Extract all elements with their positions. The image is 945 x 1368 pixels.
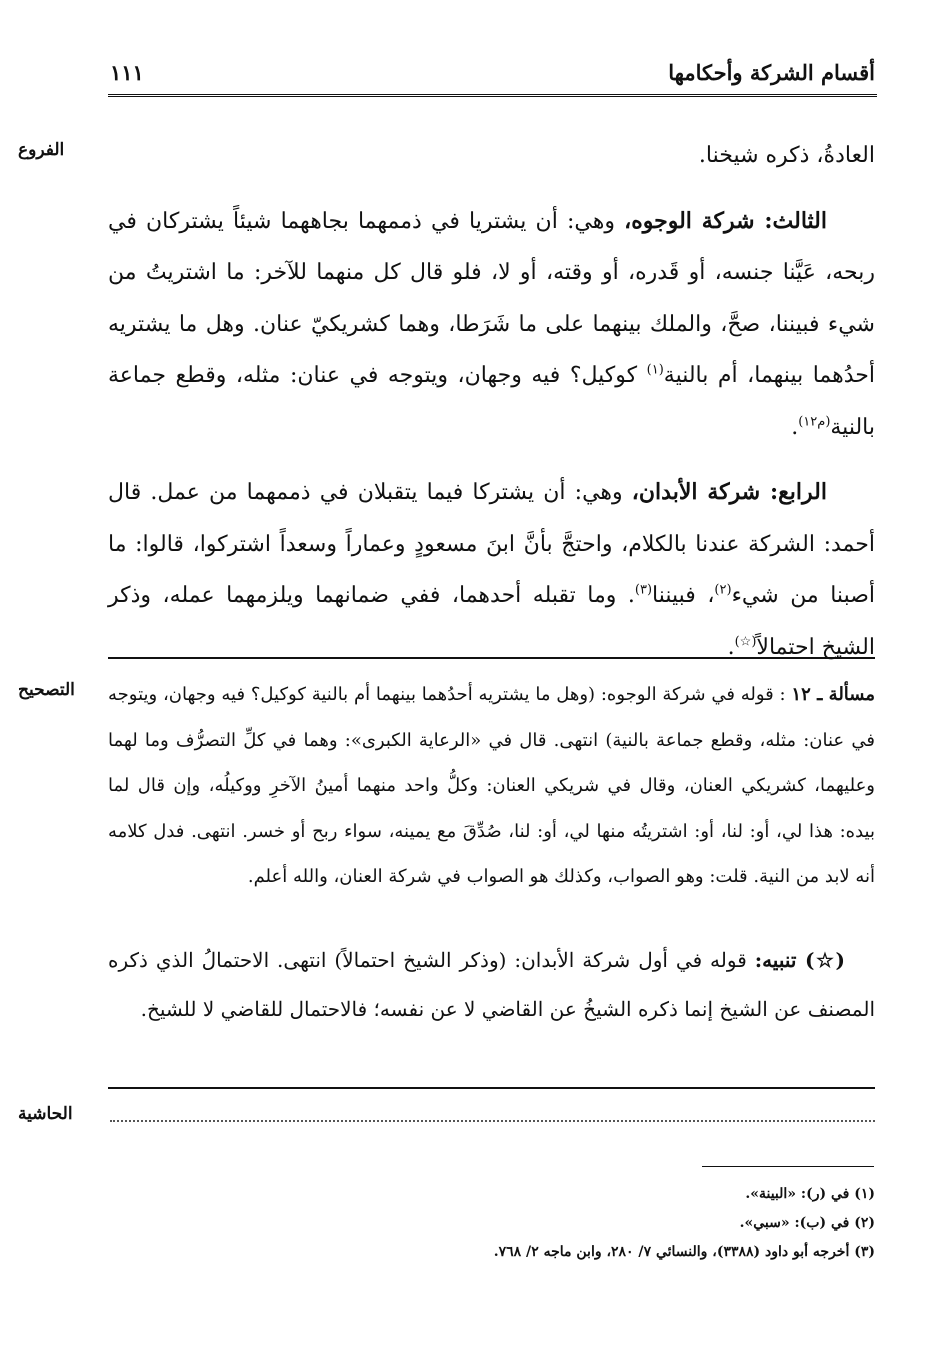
side-label-furu: الفروع xyxy=(18,140,65,160)
main-text xyxy=(108,130,875,687)
footnote-mark-3: (٣) xyxy=(634,582,653,598)
section-rule-bottom xyxy=(108,1087,875,1089)
footnote-2: (٢) في (ب): «سبي». xyxy=(739,1215,875,1231)
hashiya-dotted-line xyxy=(110,1120,875,1122)
note-lead: (☆) تنبيه: xyxy=(754,948,845,972)
fourth-body-3: . وما تقبله أحدهما، ففي ضمانهما ويلزمهما عمله، وذكر الشيخ احتمالاً xyxy=(108,583,875,660)
side-label-tashih: التصحيح xyxy=(18,680,75,700)
note-mark-star: (☆) xyxy=(734,634,757,650)
opening-line: العادةُ، ذكره شيخنا. xyxy=(698,143,875,168)
third-lead: الثالث: شركة الوجوه، xyxy=(624,207,828,234)
third-body-2: كوكيل؟ فيه وجهان، ويتوجه في عنان: مثله، وقطع جماعة بالنية xyxy=(108,363,875,440)
side-label-hashiya: الحاشية xyxy=(18,1104,73,1124)
header-rule xyxy=(108,94,877,97)
fourth-body-2: ، فبيننا xyxy=(652,583,715,608)
running-title: أقسام الشركة وأحكامها xyxy=(668,60,875,85)
footnote-mark-2: (٢) xyxy=(714,582,732,598)
fourth-lead: الرابع: شركة الأبدان، xyxy=(631,479,827,505)
correction-lead: مسألة ـ ١٢ xyxy=(791,684,875,705)
note-text xyxy=(108,936,875,1033)
section-rule-top xyxy=(108,657,875,659)
fourth-body-1: وهي: أن يشتركا فيما يتقبلان في ذممهما من عمل. قال أحمد: الشركة عندنا بالكلام، واحتجَّ بأنَّ ابنَ مسعودٍ وعماراً وسعداً اشتركوا، قالوا: ما أصبنا من شيء xyxy=(108,480,876,608)
paragraph-third xyxy=(108,196,875,454)
page-number: ١١١ xyxy=(110,60,144,85)
third-body-3: . xyxy=(791,414,799,440)
correction-body: : قوله في شركة الوجوه: (وهل ما يشتريه أحدُهما بينهما أم بالنية كوكيل؟ فيه وجهان، ويتوجه في عنان: مثله، وقطع جماعة بالنية) انتهى. قال في «الرعاية الكبرى»: وهما في كلِّ التصرُّف وما لهما وعليهما، كشريكي العنان، وقال في شريكي العنان: وكلُّ واحد منهما أمينُ الآخرِ ووكيلُه، وإن قال لما بيده: هذا لي، أو: لنا، أو: اشتريتُه منها لي، أو: لنا، صُدِّقَ مع يمينه، سواء ربح أو خسر. انتهى. فدل كلامه أنه لابد من النية. قلت: وهو الصواب، وكذلك هو الصواب في شركة العنان، والله أعلم. xyxy=(108,684,875,887)
correction-paragraph xyxy=(108,672,875,900)
footnote-1: (١) في (ر): «البينة». xyxy=(745,1186,875,1202)
correction-mark-12: (م١٢) xyxy=(798,414,831,430)
footnote-mark-1: (١) xyxy=(646,362,664,378)
correction-text xyxy=(108,672,875,900)
fourth-body-4: . xyxy=(727,634,735,660)
paragraph-fourth xyxy=(108,467,875,673)
note-body: قوله في أول شركة الأبدان: (وذكر الشيخ احتمالاً) انتهى. الاحتمالُ الذي ذكره المصنف عن الشيخ إنما ذكره الشيخُ عن القاضي لا عن نفسه؛ فالاحتمال للقاضي لا للشيخ. xyxy=(108,948,875,1021)
third-body-1: وهي: أن يشتريا في ذممهما بجاههما شيئاً يشتركان في ربحه، عَيَّنا جنسه، أو قَدره، أو وقته، أو لا، فلو قال كل منهما للآخر: ما اشتريتُ من شيء فبيننا، صحَّ، والملك بينهما على ما شَرَطا، وهما كشريكيّ عنان. وهل ما يشتريه أحدُهما بينهما، أم بالنية xyxy=(108,208,875,388)
footnote-3: (٣) أخرجه أبو داود (٣٣٨٨)، والنسائي ٧/ ٢٨٠، وابن ماجه ٢/ ٧٦٨. xyxy=(493,1244,875,1260)
note-paragraph xyxy=(108,936,875,1033)
footnote-rule xyxy=(702,1166,874,1167)
footnotes xyxy=(108,1180,875,1267)
